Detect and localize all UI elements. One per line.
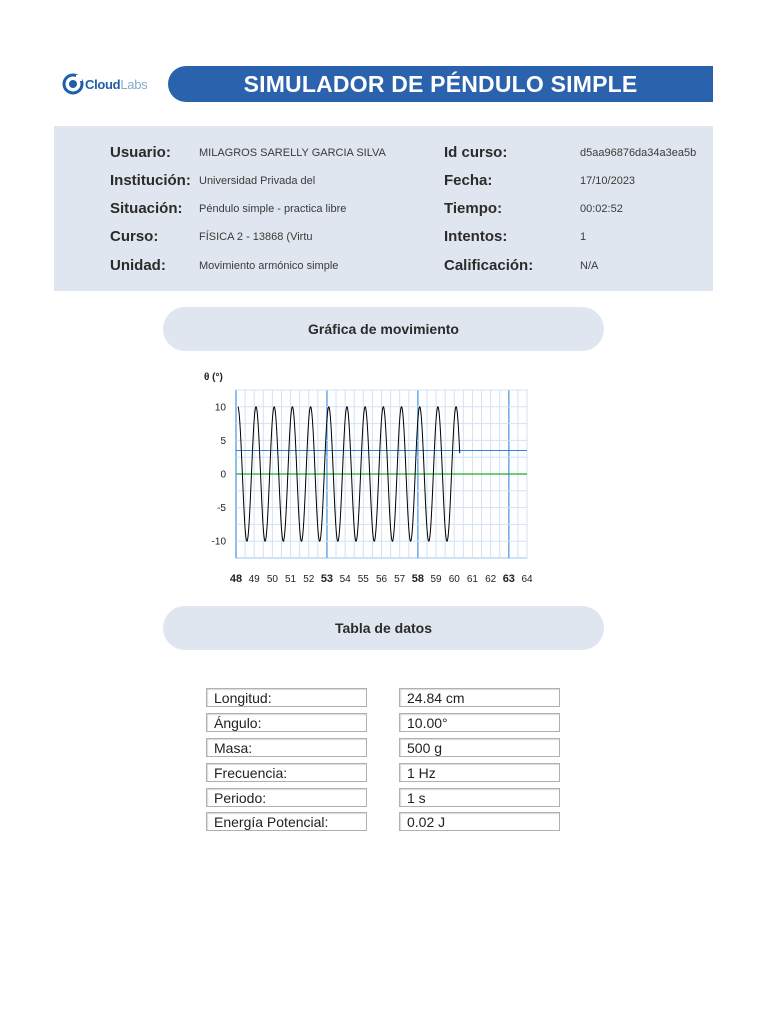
info-row bbox=[54, 172, 713, 192]
info-panel bbox=[54, 126, 713, 291]
y-tick-label: -10 bbox=[211, 536, 226, 548]
x-tick-label: 49 bbox=[248, 574, 260, 585]
x-tick-label: 54 bbox=[339, 574, 351, 585]
course-id-label: Id curso: bbox=[444, 144, 508, 161]
attempts-label: Intentos: bbox=[444, 228, 508, 245]
x-tick-label: 63 bbox=[502, 573, 515, 585]
x-tick-label: 53 bbox=[320, 573, 334, 585]
x-tick-label: 51 bbox=[285, 574, 297, 585]
x-tick-label: 52 bbox=[303, 574, 315, 585]
angle-label: Ángulo: bbox=[206, 713, 367, 732]
x-tick-label: 50 bbox=[266, 574, 278, 585]
date-value: 17/10/2023 bbox=[580, 175, 636, 187]
frequency-label: Frecuencia: bbox=[206, 763, 367, 782]
info-row bbox=[54, 200, 713, 220]
x-tick-label: 58 bbox=[411, 573, 424, 585]
attempts-value: 1 bbox=[580, 231, 587, 243]
potential-energy-label: Energía Potencial: bbox=[206, 812, 367, 831]
y-tick-labels bbox=[212, 402, 227, 547]
table-section-header: Tabla de datos bbox=[163, 606, 604, 650]
x-tick-label: 64 bbox=[521, 574, 533, 585]
x-tick-label: 62 bbox=[485, 574, 497, 585]
motion-chart bbox=[196, 366, 540, 590]
x-tick-label: 48 bbox=[229, 573, 243, 585]
course-label: Curso: bbox=[110, 228, 159, 245]
grade-label: Calificación: bbox=[444, 257, 534, 274]
user-value: MILAGROS SARELLY GARCIA SILVA bbox=[199, 147, 386, 159]
x-tick-label: 60 bbox=[448, 574, 460, 585]
y-tick-label: 0 bbox=[220, 469, 226, 481]
unit-label: Unidad: bbox=[110, 257, 166, 274]
info-row bbox=[54, 144, 713, 164]
situation-label: Situación: bbox=[110, 200, 183, 217]
institution-label: Institución: bbox=[110, 172, 191, 189]
unit-value: Movimiento armónico simple bbox=[199, 260, 339, 272]
time-value: 00:02:52 bbox=[580, 203, 623, 215]
y-tick-label: -5 bbox=[217, 503, 226, 515]
angle-value: 10.00° bbox=[399, 713, 560, 732]
mass-label: Masa: bbox=[206, 738, 367, 757]
x-tick-label: 59 bbox=[430, 574, 442, 585]
length-label: Longitud: bbox=[206, 688, 367, 707]
y-tick-label: 10 bbox=[214, 402, 226, 414]
y-axis-label: θ (°) bbox=[204, 372, 223, 383]
info-row bbox=[54, 228, 713, 248]
length-value: 24.84 cm bbox=[399, 688, 560, 707]
info-row bbox=[54, 257, 713, 277]
cloudlabs-logo bbox=[62, 72, 147, 96]
period-label: Periodo: bbox=[206, 788, 367, 807]
x-tick-labels bbox=[230, 573, 533, 585]
graph-section-header: Gráfica de movimiento bbox=[163, 307, 604, 351]
cloud-logo-icon bbox=[62, 73, 84, 95]
user-label: Usuario: bbox=[110, 144, 171, 161]
logo-text: CloudLabs bbox=[85, 76, 148, 92]
x-tick-label: 56 bbox=[375, 574, 388, 585]
title-bar bbox=[168, 66, 713, 102]
mass-value: 500 g bbox=[399, 738, 560, 757]
date-label: Fecha: bbox=[444, 172, 493, 189]
y-tick-label: 5 bbox=[220, 435, 226, 447]
situation-value: Péndulo simple - practica libre bbox=[199, 203, 347, 215]
period-value: 1 s bbox=[399, 788, 560, 807]
potential-energy-value: 0.02 J bbox=[399, 812, 560, 831]
grade-value: N/A bbox=[580, 260, 599, 272]
x-tick-label: 55 bbox=[357, 574, 369, 585]
course-id-value: d5aa96876da34a3ea5b bbox=[580, 147, 697, 159]
course-value: FÍSICA 2 - 13868 (Virtu bbox=[199, 231, 313, 243]
time-label: Tiempo: bbox=[444, 200, 503, 217]
frequency-value: 1 Hz bbox=[399, 763, 560, 782]
page-title: SIMULADOR DE PÉNDULO SIMPLE bbox=[243, 70, 638, 97]
x-tick-label: 61 bbox=[466, 574, 478, 585]
institution-value: Universidad Privada del bbox=[199, 175, 316, 187]
x-tick-label: 57 bbox=[394, 574, 406, 585]
